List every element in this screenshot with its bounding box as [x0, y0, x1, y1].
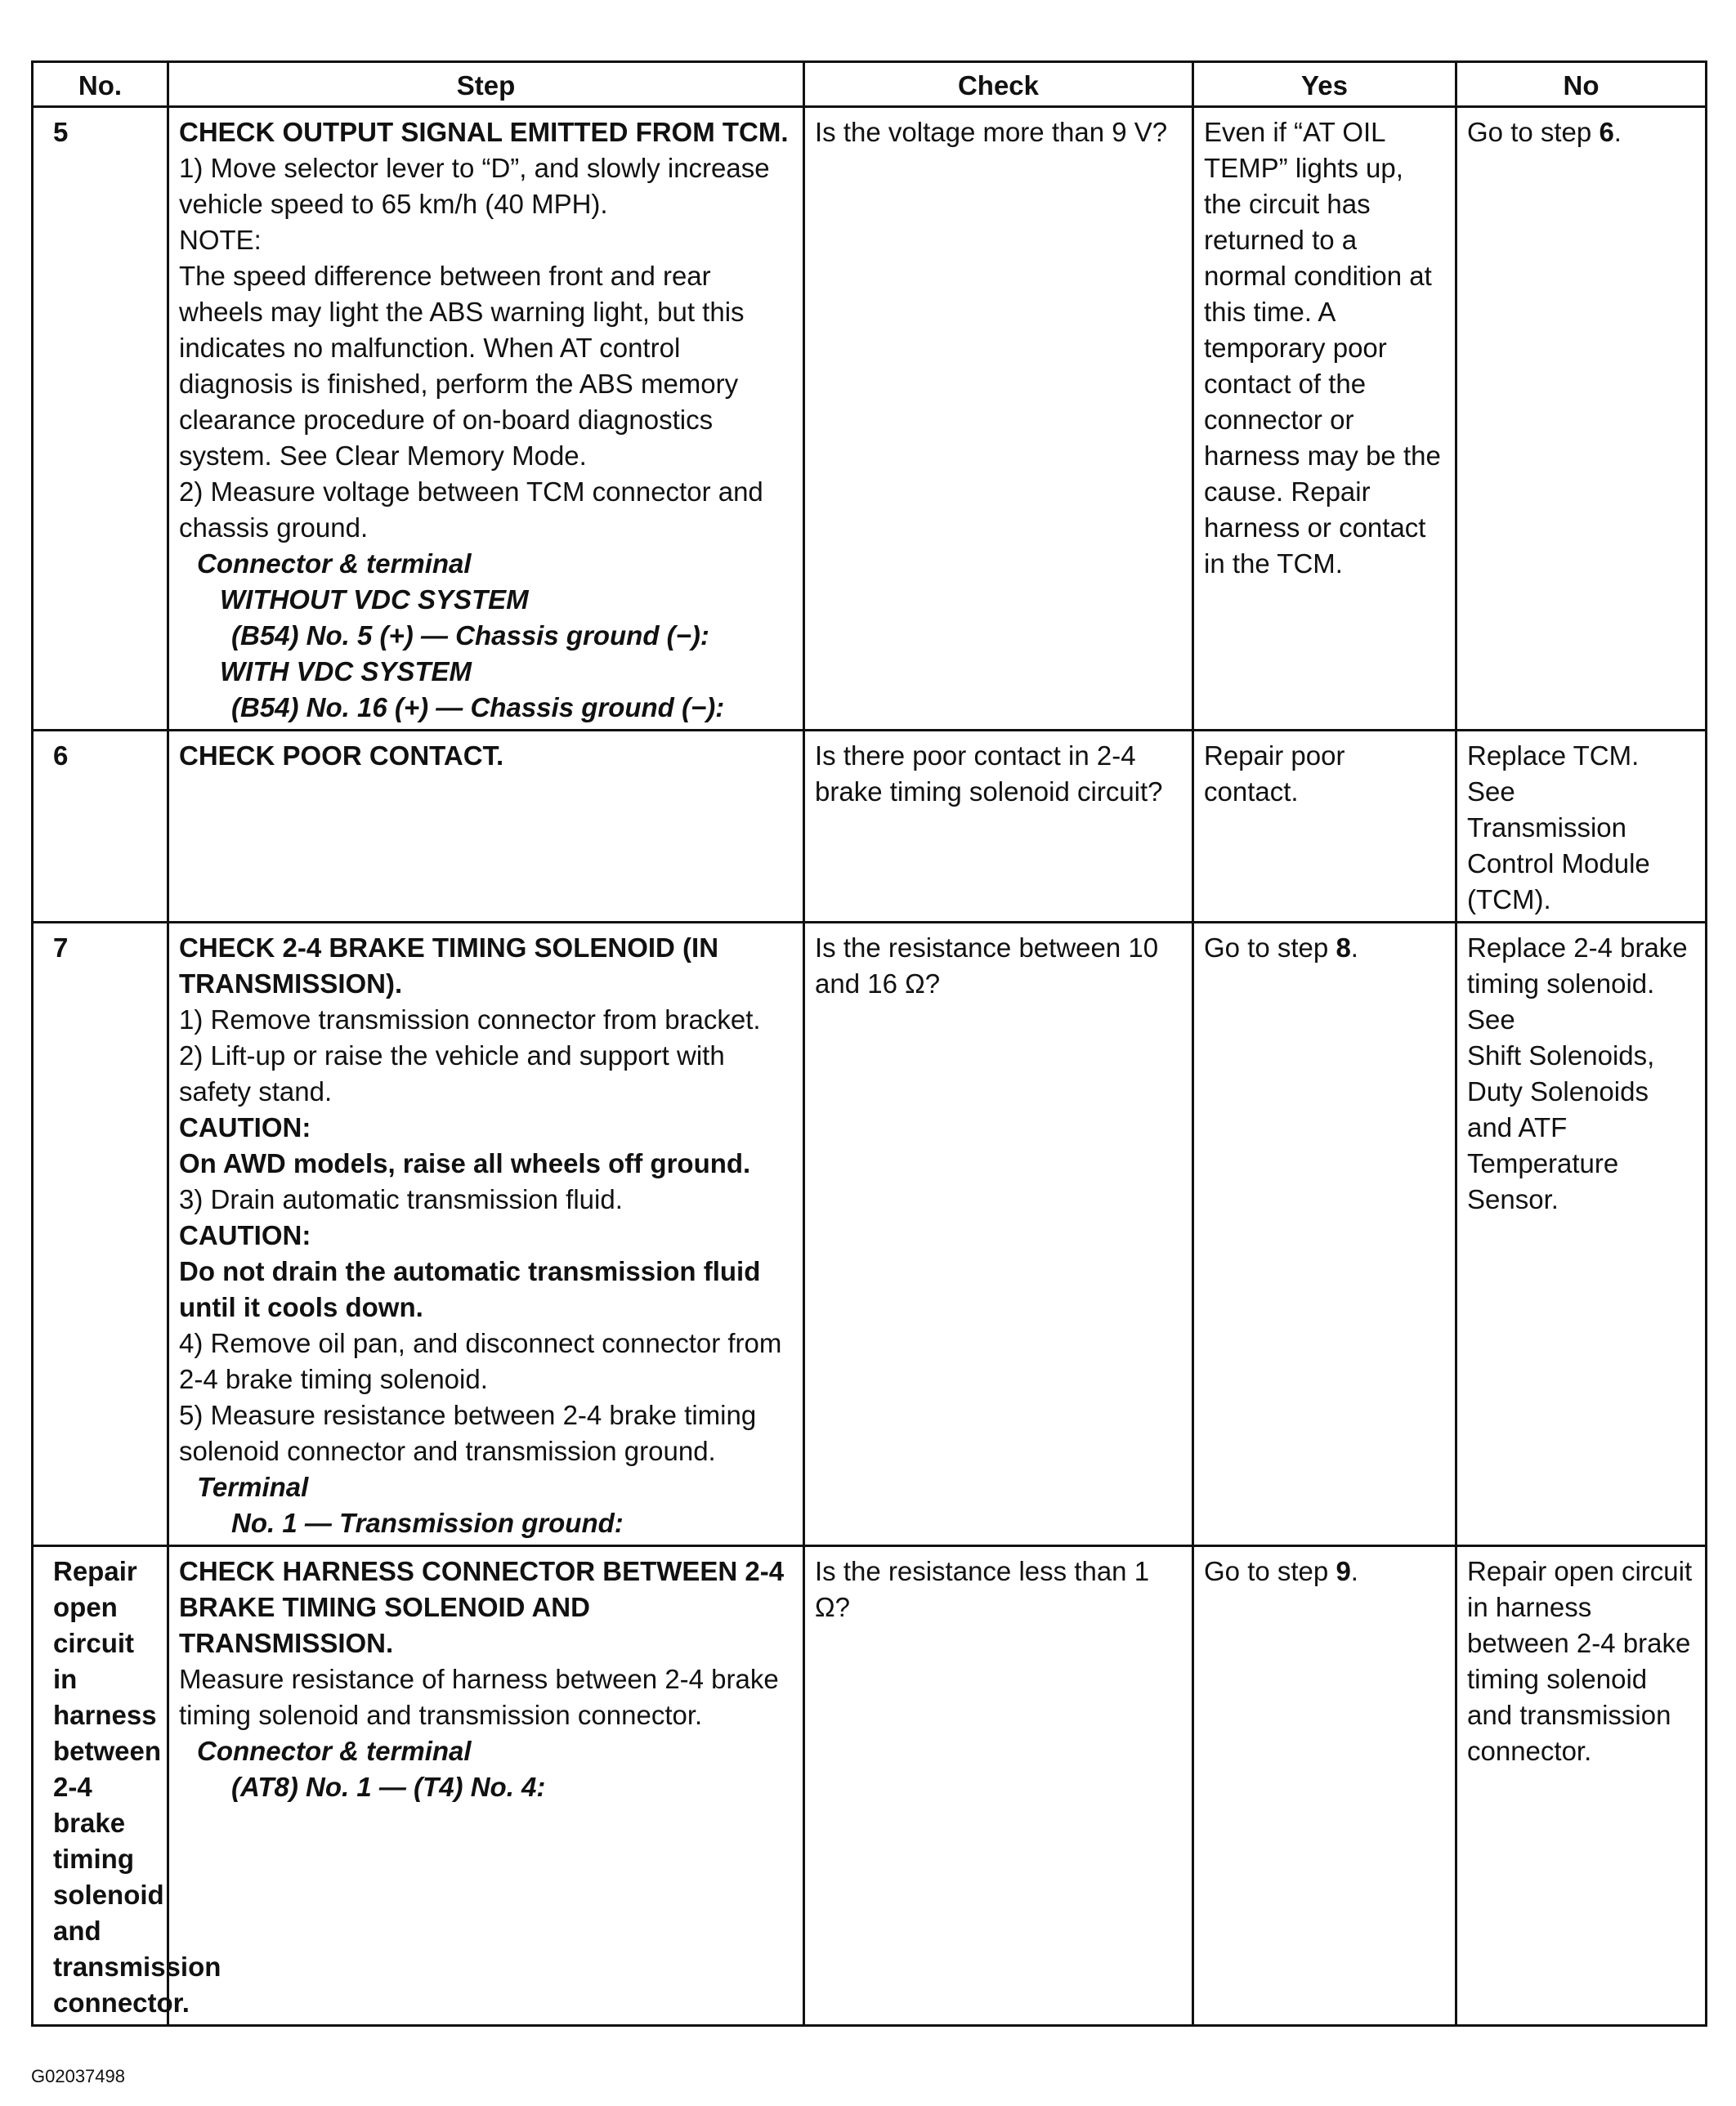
step-number: 5 [33, 107, 168, 731]
step-instruction: 1) Remove transmission connector from bracket. [179, 1004, 761, 1035]
punct: . [1350, 1556, 1358, 1586]
table-row [33, 923, 1707, 1546]
step-title: CHECK HARNESS CONNECTOR BETWEEN 2-4 BRAKE TIMING SOLENOID AND TRANSMISSION. [179, 1556, 785, 1658]
spec-label: Terminal [197, 1472, 309, 1502]
step-title: CHECK 2-4 BRAKE TIMING SOLENOID (IN TRANSMISSION). [179, 932, 719, 999]
yes-text: Go to step [1204, 1556, 1336, 1586]
yes-cell: Even if “AT OIL TEMP” lights up, the circuit has returned to a normal condition at this time. A temporary poor contact of the connector or harness may be the cause. Repair harness or contact in the TCM. [1193, 107, 1456, 731]
note-label: NOTE: [179, 225, 262, 255]
step-instruction: Measure resistance of harness between 2-4 brake timing solenoid and transmission connector. [179, 1664, 779, 1730]
punct: . [1613, 117, 1622, 147]
step-number: 6 [33, 731, 168, 923]
no-text: Go to step [1467, 117, 1600, 147]
caution-label: CAUTION: [179, 1112, 311, 1142]
spec-line: WITHOUT VDC SYSTEM [220, 584, 529, 615]
table-row [33, 731, 1707, 923]
step-instruction: 1) Move selector lever to “D”, and slowly increase vehicle speed to 65 km/h (40 MPH). [179, 153, 770, 219]
header-check: Check [804, 62, 1193, 107]
step-title: CHECK OUTPUT SIGNAL EMITTED FROM TCM. [179, 117, 789, 147]
header-no-result: No [1456, 62, 1707, 107]
step-link[interactable]: 6 [1599, 117, 1614, 147]
see-label: See [1467, 776, 1515, 807]
header-row [33, 62, 1707, 107]
table-row [33, 107, 1707, 731]
check-cell: Is the resistance less than 1 Ω? [804, 1546, 1193, 2026]
yes-cell [1193, 1546, 1456, 2026]
yes-text: Go to step [1204, 932, 1336, 963]
caution-label: CAUTION: [179, 1220, 311, 1250]
spec-line: (B54) No. 16 (+) — Chassis ground (−): [231, 692, 725, 722]
no-cell [1456, 923, 1707, 1546]
step-instruction: 4) Remove oil pan, and disconnect connector from 2-4 brake timing solenoid. [179, 1328, 782, 1394]
note-text: The speed difference between front and rear wheels may light the ABS warning light, but this indicates no malfunction. When AT control diagnosis is finished, perform the ABS memory clearance procedure of on-board diagnostics system. See Clear Memory Mode. [179, 261, 745, 471]
see-label: See [1467, 1004, 1515, 1035]
check-cell: Is the resistance between 10 and 16 Ω? [804, 923, 1193, 1546]
step-number: Repair open circuit in harness between 2-4 brake timing solenoid and transmission connector. [33, 1546, 168, 2026]
punct: . [1350, 932, 1358, 963]
spec-line: No. 1 — Transmission ground: [231, 1508, 624, 1538]
no-cell [1456, 731, 1707, 923]
step-cell [168, 923, 804, 1546]
check-cell: Is the voltage more than 9 V? [804, 107, 1193, 731]
spec-line: (B54) No. 5 (+) — Chassis ground (−): [231, 620, 709, 651]
spec-line: WITH VDC SYSTEM [220, 656, 472, 686]
step-title: CHECK POOR CONTACT. [179, 740, 504, 771]
caution-text: Do not drain the automatic transmission fluid until it cools down. [179, 1256, 761, 1322]
yes-cell [1193, 923, 1456, 1546]
step-cell [168, 107, 804, 731]
diagnostic-table [31, 60, 1707, 2027]
step-instruction: 5) Measure resistance between 2-4 brake timing solenoid connector and transmission ground. [179, 1400, 757, 1466]
caution-text: On AWD models, raise all wheels off ground. [179, 1148, 751, 1178]
step-link[interactable]: 9 [1336, 1556, 1351, 1586]
yes-cell: Repair poor contact. [1193, 731, 1456, 923]
reference-link[interactable]: Transmission Control Module (TCM). [1467, 812, 1650, 914]
no-cell [1456, 107, 1707, 731]
header-yes: Yes [1193, 62, 1456, 107]
step-cell [168, 1546, 804, 2026]
header-step: Step [168, 62, 804, 107]
no-cell: Repair open circuit in harness between 2-4 brake timing solenoid and transmission connector. [1456, 1546, 1707, 2026]
step-number: 7 [33, 923, 168, 1546]
figure-id: G02037498 [31, 2066, 125, 2086]
step-instruction: 2) Measure voltage between TCM connector and chassis ground. [179, 476, 763, 543]
check-cell: Is there poor contact in 2-4 brake timing solenoid circuit? [804, 731, 1193, 923]
reference-link[interactable]: Shift Solenoids, Duty Solenoids and ATF Temperature Sensor. [1467, 1040, 1655, 1214]
step-instruction: 3) Drain automatic transmission fluid. [179, 1184, 623, 1214]
spec-label: Connector & terminal [197, 1736, 472, 1766]
no-text: Replace TCM. [1467, 740, 1640, 771]
spec-line: (AT8) No. 1 — (T4) No. 4: [231, 1772, 546, 1802]
step-cell [168, 731, 804, 923]
step-link[interactable]: 8 [1336, 932, 1351, 963]
no-text: Replace 2-4 brake timing solenoid. [1467, 932, 1688, 999]
header-no: No. [33, 62, 168, 107]
table-row [33, 1546, 1707, 2026]
step-instruction: 2) Lift-up or raise the vehicle and support with safety stand. [179, 1040, 725, 1107]
spec-label: Connector & terminal [197, 548, 472, 579]
